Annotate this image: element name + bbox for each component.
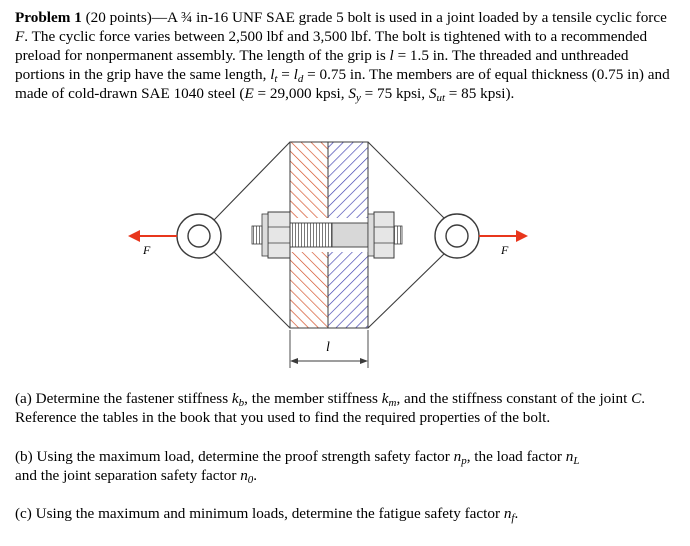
fatigue-safety-symbol: n — [503, 505, 512, 522]
right-link-lower — [368, 252, 446, 328]
question-c — [15, 504, 675, 523]
question-a — [15, 389, 675, 427]
modulus-symbol: E — [244, 85, 254, 102]
question-c-text: . — [514, 505, 519, 522]
left-link-lower — [214, 252, 290, 328]
subscript-0: 0 — [247, 474, 254, 487]
right-link-upper — [368, 142, 446, 220]
grip-arrow-left — [290, 358, 298, 364]
statement-text: —A ¾ in-16 UNF SAE grade 5 bolt is used in a joint loaded by a tensile cyclic force — [151, 9, 667, 26]
force-label-right: F — [501, 243, 509, 257]
question-a-text: , and the stiffness constant of the joint — [396, 390, 632, 407]
left-link-upper — [214, 142, 290, 220]
subscript-m: m — [388, 397, 397, 410]
question-b — [15, 447, 675, 485]
subscript-y: y — [355, 92, 361, 105]
bolt-stiffness-symbol: k — [231, 390, 239, 407]
question-b-text: and the joint separation safety factor — [15, 467, 241, 484]
statement-text: = 1.5 in. The threaded and unthreaded portions in the grip have the same length, — [15, 47, 629, 83]
member-stiffness-symbol: k — [381, 390, 389, 407]
load-factor-symbol: n — [565, 448, 574, 465]
statement-text: = 29,000 kpsi, — [253, 85, 349, 102]
statement-text: = 85 kpsi). — [444, 85, 515, 102]
nut — [374, 212, 394, 258]
bolt-unthreaded-portion — [332, 223, 368, 247]
problem-points: (20 points) — [85, 9, 152, 26]
left-eye-inner — [188, 225, 210, 247]
force-symbol: F — [15, 28, 25, 45]
subscript-d: d — [297, 73, 304, 86]
subscript-t: t — [274, 73, 278, 86]
question-b-text: (b) Using the maximum load, determine the proof strength safety factor — [15, 448, 454, 465]
ultimate-strength-symbol: S — [428, 85, 437, 102]
statement-text: . The cyclic force varies between 2,500 lbf and 3,500 lbf. The bolt is tightened with to a recommended preload for nonpermanent assembly. The length of the grip is — [15, 28, 648, 64]
right-eye-inner — [446, 225, 468, 247]
subscript-ut: ut — [436, 92, 445, 105]
statement-text: = 75 kpsi, — [360, 85, 429, 102]
bolt-threaded-portion — [290, 223, 332, 247]
subscript-L: L — [573, 455, 580, 468]
subscript-p: p — [461, 455, 467, 468]
proof-safety-symbol: n — [453, 448, 462, 465]
force-arrow-right-head — [516, 230, 528, 242]
question-b-text: . — [253, 467, 258, 484]
problem-number: Problem 1 — [15, 9, 82, 26]
washer-left — [262, 214, 268, 256]
question-a-text: (a) Determine the fastener stiffness — [15, 390, 232, 407]
bolt-tip — [394, 226, 402, 244]
yield-strength-symbol: S — [348, 85, 356, 102]
statement-text: = 0.75 in. The members are of equal thickness (0.75 in) and made of cold-drawn SAE 1040 steel ( — [15, 66, 670, 102]
joint-constant-symbol: C — [631, 390, 642, 407]
threaded-length-symbol: l — [270, 66, 275, 83]
force-label-left: F — [143, 243, 151, 257]
grip-arrow-right — [360, 358, 368, 364]
bolt-head — [268, 212, 290, 258]
question-a-text: . Reference the tables in the book that you used to find the required properties of the bolt. — [15, 390, 646, 426]
unthreaded-length-symbol: l — [293, 66, 298, 83]
statement-text: = — [277, 66, 294, 83]
washer-right — [368, 214, 374, 256]
bolt-thread-stub — [252, 226, 262, 244]
grip-length-label: l — [326, 340, 330, 355]
separation-safety-symbol: n — [240, 467, 248, 484]
subscript-f: f — [511, 512, 515, 525]
question-c-text: (c) Using the maximum and minimum loads, determine the fatigue safety factor — [15, 505, 504, 522]
question-b-text: , the load factor — [466, 448, 566, 465]
force-arrow-left-head — [128, 230, 140, 242]
grip-length-symbol: l — [389, 47, 394, 64]
subscript-b: b — [238, 397, 245, 410]
question-a-text: , the member stiffness — [244, 390, 382, 407]
